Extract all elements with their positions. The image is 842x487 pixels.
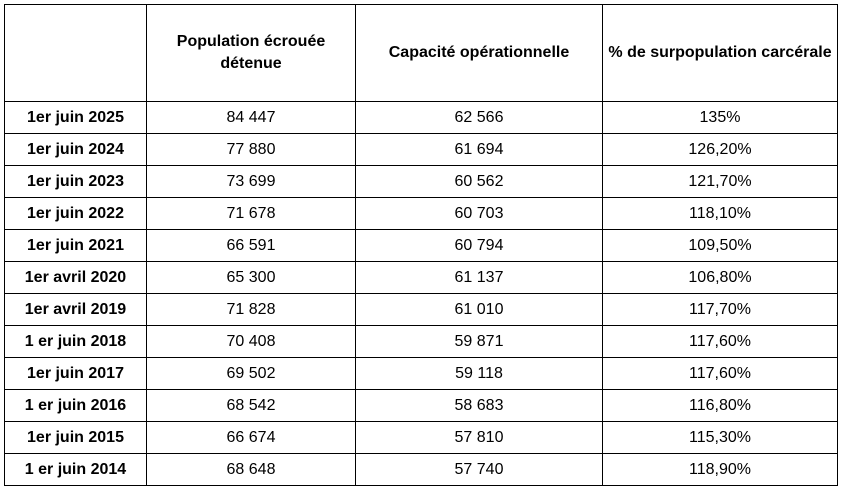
table-body	[5, 102, 838, 486]
population-cell: 66 674	[147, 422, 356, 454]
population-cell: 68 542	[147, 390, 356, 422]
table-row	[5, 102, 838, 134]
table-row	[5, 134, 838, 166]
overpopulation-cell: 126,20%	[603, 134, 838, 166]
table-row	[5, 294, 838, 326]
overpopulation-cell: 121,70%	[603, 166, 838, 198]
capacity-cell: 60 794	[356, 230, 603, 262]
header-overpopulation: % de surpopulation carcérale	[603, 5, 838, 102]
overpopulation-cell: 117,60%	[603, 326, 838, 358]
table-row	[5, 326, 838, 358]
population-cell: 65 300	[147, 262, 356, 294]
capacity-cell: 62 566	[356, 102, 603, 134]
capacity-cell: 59 871	[356, 326, 603, 358]
overpopulation-cell: 118,10%	[603, 198, 838, 230]
table-row	[5, 422, 838, 454]
row-label: 1er avril 2020	[5, 262, 147, 294]
overpopulation-cell: 106,80%	[603, 262, 838, 294]
header-capacity: Capacité opérationnelle	[356, 5, 603, 102]
capacity-cell: 58 683	[356, 390, 603, 422]
row-label: 1 er juin 2018	[5, 326, 147, 358]
overpopulation-cell: 135%	[603, 102, 838, 134]
population-cell: 70 408	[147, 326, 356, 358]
capacity-cell: 57 810	[356, 422, 603, 454]
row-label: 1er avril 2019	[5, 294, 147, 326]
capacity-cell: 61 010	[356, 294, 603, 326]
table-row	[5, 262, 838, 294]
table-row	[5, 198, 838, 230]
overpopulation-cell: 118,90%	[603, 454, 838, 486]
table-row	[5, 230, 838, 262]
population-cell: 71 678	[147, 198, 356, 230]
capacity-cell: 57 740	[356, 454, 603, 486]
header-corner-cell	[5, 5, 147, 102]
population-cell: 68 648	[147, 454, 356, 486]
row-label: 1 er juin 2014	[5, 454, 147, 486]
row-label: 1er juin 2023	[5, 166, 147, 198]
population-cell: 77 880	[147, 134, 356, 166]
row-label: 1er juin 2021	[5, 230, 147, 262]
table-row	[5, 454, 838, 486]
capacity-cell: 60 703	[356, 198, 603, 230]
row-label: 1er juin 2017	[5, 358, 147, 390]
capacity-cell: 61 137	[356, 262, 603, 294]
table-row	[5, 166, 838, 198]
table-row	[5, 358, 838, 390]
row-label: 1 er juin 2016	[5, 390, 147, 422]
header-population: Population écrouée détenue	[147, 5, 356, 102]
prison-population-table	[4, 4, 838, 486]
row-label: 1er juin 2015	[5, 422, 147, 454]
capacity-cell: 60 562	[356, 166, 603, 198]
overpopulation-cell: 117,70%	[603, 294, 838, 326]
row-label: 1er juin 2025	[5, 102, 147, 134]
overpopulation-cell: 117,60%	[603, 358, 838, 390]
population-cell: 69 502	[147, 358, 356, 390]
table-row	[5, 390, 838, 422]
capacity-cell: 61 694	[356, 134, 603, 166]
overpopulation-cell: 115,30%	[603, 422, 838, 454]
population-cell: 71 828	[147, 294, 356, 326]
capacity-cell: 59 118	[356, 358, 603, 390]
overpopulation-cell: 116,80%	[603, 390, 838, 422]
row-label: 1er juin 2022	[5, 198, 147, 230]
population-cell: 66 591	[147, 230, 356, 262]
population-cell: 73 699	[147, 166, 356, 198]
overpopulation-cell: 109,50%	[603, 230, 838, 262]
header-row	[5, 5, 838, 102]
row-label: 1er juin 2024	[5, 134, 147, 166]
population-cell: 84 447	[147, 102, 356, 134]
